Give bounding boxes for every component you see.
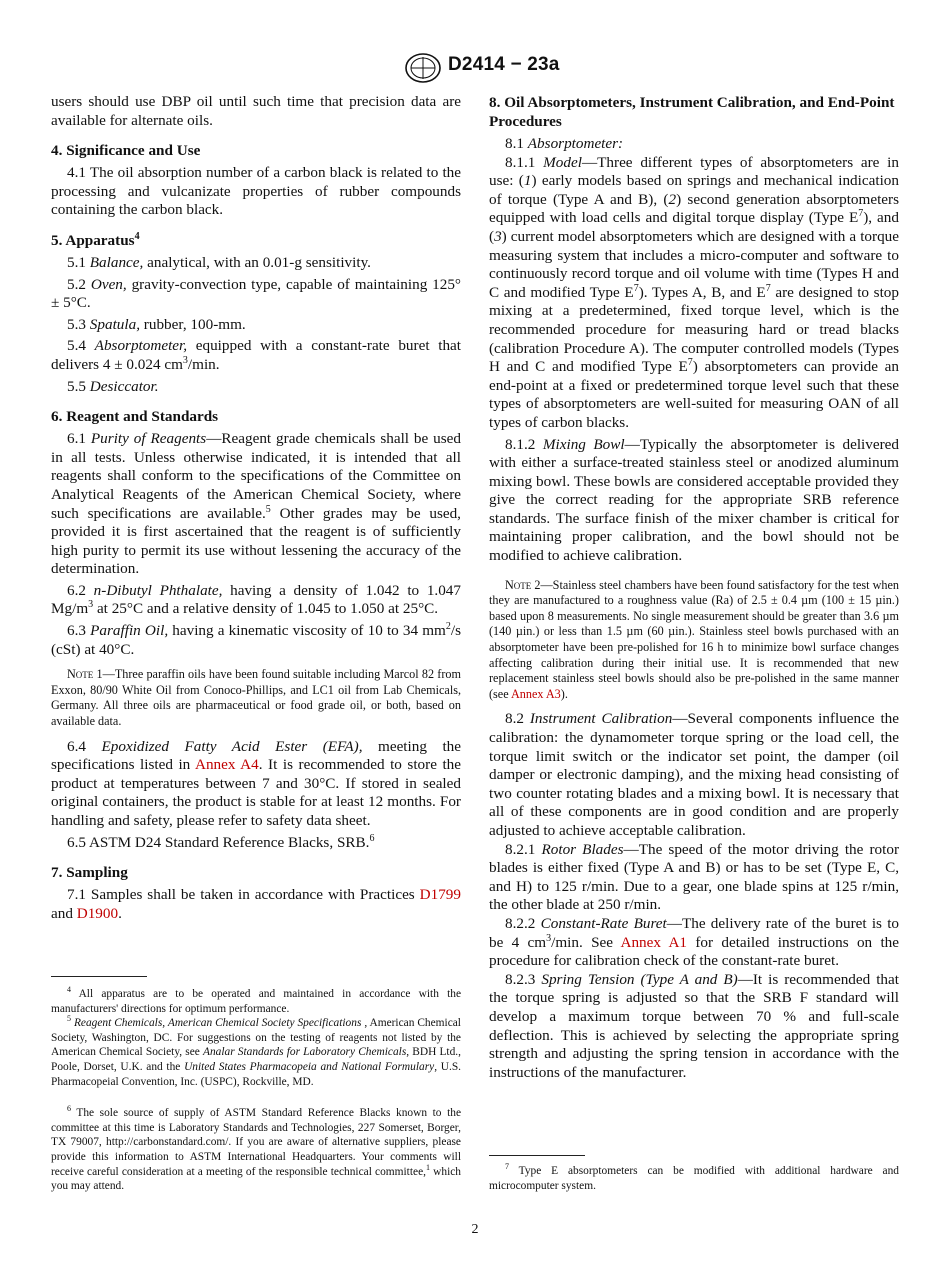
para-text: ), and ( — [489, 209, 899, 245]
para-text: Other grades may be used, provided it is first ascertained that the reagent is of sufficiently high purity to permit its use without lessening the accuracy of the determination. — [51, 504, 461, 578]
section-6-heading: 6. Reagent and Standards — [51, 408, 219, 426]
note-text: ). — [560, 686, 568, 701]
para-text: —Three different types of absorptometers are in use: ( — [489, 153, 899, 190]
para-text: analytical, with an 0.01-g sensitivity. — [147, 253, 371, 271]
para-num: 5.5 — [67, 377, 86, 395]
term: Absorptometer, — [94, 337, 188, 355]
list-num: 3 — [494, 227, 502, 245]
term: Rotor Blades — [541, 840, 624, 858]
superscript: 3 — [88, 599, 94, 611]
note-2 — [489, 578, 899, 703]
footnote-ref-4: 4 — [134, 230, 140, 242]
superscript: 3 — [546, 932, 552, 944]
para-num: 5.3 — [67, 315, 86, 333]
para-text: rubber, 100-mm. — [143, 315, 246, 333]
para-num: 5.1 — [67, 253, 86, 271]
footnote-text: which you may attend. — [51, 1165, 461, 1193]
para-num: 5.4 — [67, 337, 86, 355]
term: Constant-Rate Buret — [540, 914, 667, 932]
para-text: ). Types A, B, and E — [638, 283, 766, 301]
para-num: 5.2 — [67, 275, 86, 293]
term: Desiccator. — [89, 377, 159, 395]
term: Mixing Bowl — [542, 435, 625, 453]
left-footnotes — [51, 976, 461, 1194]
para-7-1 — [51, 886, 461, 923]
note-text: —Three paraffin oils have been found suitable including Marcol 82 from Exxon, 80/90 White Oil from Conoco-Phillips, and LC1 oil from Lab Chemicals, Germany. All three oils are pharmaceutical or food grade oil, or both, based on available data. — [51, 667, 461, 729]
left-column — [51, 93, 461, 923]
para-5-4 — [51, 337, 461, 374]
annex-a3-link[interactable]: Annex A3 — [511, 686, 561, 701]
footnote-ref-7: 7 — [858, 208, 864, 220]
para-8-1-2 — [489, 436, 899, 566]
footnote-text: , American Chemical Society, Washington, DC. For suggestions on the testing of reagents not listed by the American Chemical Society, see — [51, 1017, 461, 1059]
para-text: —The speed of the motor driving the rotor blades is either fixed (Type A and B) or has to be set (Type E, C, and H) to 125 r/min. Due to a gear, one blade spins at 125 r/min, the other blade at 250 r/min. — [489, 840, 900, 914]
d1799-link[interactable]: D1799 — [419, 886, 461, 904]
para-text: ) second generation absorptometers equipped with load cells and digital torque display (Type E — [489, 190, 899, 227]
para-8-1-1 — [489, 154, 899, 433]
list-num: 1 — [523, 172, 532, 190]
para-num: 8.2.3 — [505, 970, 536, 988]
footnote-ref-1: 1 — [425, 1162, 430, 1172]
para-num: 8.2.1 — [505, 840, 536, 858]
para-6-5 — [51, 834, 461, 853]
para-num: 6.1 — [67, 430, 86, 448]
term: Model — [543, 153, 582, 171]
para-num: 8.1.1 — [505, 153, 536, 171]
footnote-4 — [51, 987, 461, 1016]
footnote-marker: 6 — [67, 1104, 71, 1114]
term: Balance, — [89, 253, 144, 271]
para-num: 8.2.2 — [505, 914, 536, 932]
term: Spring Tension (Type A and B) — [541, 970, 738, 988]
para-text: ) early models based on springs and mechanical indication of torque (Type A and B), ( — [489, 172, 899, 208]
para-num: 6.3 — [67, 622, 86, 640]
footnote-ref-7: 7 — [687, 357, 693, 369]
right-footnotes — [489, 1155, 899, 1193]
d1900-link[interactable]: D1900 — [76, 904, 119, 922]
para-6-2 — [51, 582, 461, 619]
para-text: . It is recommended to store the product at temperatures between 7 and 30°C. If stored in sealed original containers, the product is stable for at least 12 months. For handling and safety, please refer to safety data sheet. — [51, 756, 462, 829]
para-text: gravity-convection type, capable of maintaining 125° ± 5°C. — [51, 275, 462, 312]
term: Absorptometer: — [527, 135, 624, 152]
footnote-6 — [51, 1106, 461, 1194]
para-8-2-3 — [489, 971, 899, 1083]
footnote-text: , U.S. Pharmacopeial Convention, Inc. (USPC), Rockville, MD. — [51, 1060, 461, 1088]
note-1 — [51, 667, 461, 729]
footnote-5 — [51, 1016, 461, 1089]
para-num: 6.4 — [67, 737, 86, 755]
term: Instrument Calibration — [529, 710, 673, 728]
para-num: 8.2 — [505, 710, 524, 728]
footnote-ref-7: 7 — [765, 282, 771, 294]
para-text: for detailed instructions on the procedure for calibration check of the constant-rate buret. — [489, 933, 899, 970]
para-text: 7.1 Samples shall be taken in accordance with Practices — [67, 886, 415, 904]
term: Paraffin Oil, — [90, 622, 169, 640]
para-text: equipped with a constant-rate buret that delivers 4 ± 0.024 cm — [51, 337, 461, 373]
term: Epoxidized Fatty Acid Ester (EFA), — [101, 737, 363, 755]
section-7-heading: 7. Sampling — [51, 864, 128, 882]
footnote-ref-7: 7 — [633, 282, 639, 294]
para-4-1: 4.1 The oil absorption number of a carbon black is related to the processing and vulcanizate properties of rubber compounds containing the carbon black. — [51, 164, 461, 219]
note-label: Note 2 — [505, 577, 541, 592]
para-5-3 — [51, 316, 461, 335]
section-8-heading: 8. Oil Absorptometers, Instrument Calibration, and End-Point Procedures — [489, 94, 895, 130]
page-header — [0, 50, 950, 84]
footnote-ref-5: 5 — [265, 503, 271, 515]
para-text: . — [118, 904, 122, 922]
para-text: ) current model absorptometers which are designed with a torque measuring system that includes a micro-computer and software to continuously record torque and oil volume with time (Types H and C and modified Type E — [489, 227, 899, 301]
document-id: D2414 − 23a — [448, 54, 560, 75]
right-column — [489, 93, 899, 1082]
footnote-text: The sole source of supply of ASTM Standard Reference Blacks known to the committee at this time is Laboratory Standards and Technologies, 227 Somerset, Borger, TX 79007, http://carbonstandard.com/. If you are aware of alternative suppliers, please provide this information to ASTM International Headquarters. Your comments will receive careful consideration at a meeting of the responsible technical committee, — [51, 1107, 461, 1178]
section-5-heading — [51, 231, 461, 250]
annex-a4-link[interactable]: Annex A4 — [194, 756, 259, 774]
footnote-text: , BDH Ltd., Poole, Dorset, U.K. and the — [51, 1046, 461, 1073]
list-num: 2 — [668, 190, 677, 208]
footnote-marker: 7 — [505, 1162, 509, 1172]
term: Purity of Reagents — [90, 430, 207, 448]
footnote-text: Type E absorptometers can be modified with additional hardware and microcomputer system. — [489, 1165, 899, 1192]
superscript: 3 — [182, 354, 188, 366]
footnote-title: Analar Standards for Laboratory Chemicals — [202, 1046, 407, 1059]
para-text: /min. See — [551, 933, 614, 951]
para-6-3 — [51, 622, 461, 659]
footnote-marker: 4 — [67, 985, 71, 995]
para-text: —It is recommended that the torque spring is adjusted so that the SRB F standard will develop a maximum torque between 70 % and full-scale deflection. This is achieved by selecting the appropriate spring strength and adjusting the spring tension in accordance with the instructions of the manufacturer. — [489, 970, 899, 1081]
footnote-text: All apparatus are to be operated and maintained in accordance with the manufacturers' directions for optimum performance. — [51, 988, 462, 1015]
para-num: 6.2 — [67, 581, 86, 599]
para-text: meeting the specifications listed in — [51, 737, 462, 774]
footnote-ref-6: 6 — [369, 832, 375, 844]
para-text: —Several components influence the calibration: the dynamometer torque spring or the load cell, the torque limit switch or the indicator set point, the damper (oil damper or electronic damping), and the mixing head consisting of two counter rotating blades and a mixing bowl. It is necessary that all of these components are in good condition and are properly adjusted to achieve acceptable calibration. — [489, 710, 899, 839]
para-text: and — [51, 904, 77, 922]
para-5-1 — [51, 254, 461, 273]
para-6-4 — [51, 738, 461, 831]
para-text: /min. — [187, 355, 220, 373]
continued-paragraph: users should use DBP oil until such time that precision data are available for alternate oils. — [51, 93, 461, 129]
para-8-1 — [489, 135, 899, 154]
para-5-5 — [51, 378, 461, 397]
footnote-marker: 5 — [67, 1014, 71, 1024]
para-text: having a kinematic viscosity of 10 to 34 mm — [172, 622, 446, 640]
para-8-2-2 — [489, 915, 899, 971]
para-text: ) absorptometers can provide an end-point at a fixed or predetermined torque level such that these types of absorptometers are well-suited for measuring OAN of all types of carbon blacks. — [489, 358, 899, 431]
para-6-1 — [51, 430, 461, 579]
page-number: 2 — [471, 1222, 479, 1237]
para-text: 6.5 ASTM D24 Standard Reference Blacks, SRB. — [67, 833, 370, 851]
astm-logo-icon — [405, 53, 441, 83]
footnote-7 — [489, 1164, 899, 1193]
note-text: —Stainless steel chambers have been found satisfactory for the test when they are manufactured to a roughness value (Ra) of 2.5 ± 0.4 µm (100 ± 15 µin.) based upon 8 measurements. No single measurement should be greater than 3.6 µm (140 µin.) or less than 1.5 µm (60 µin.). Stainless steel bowls purchased with an absorptometer have been pre-polished for 16 h to minimize bowl surface changes affecting calibration during their initial use. It is recommended that new replacement stainless steel bowls should also be pre-polished in the same manner (see — [489, 577, 899, 701]
para-num: 8.1 — [505, 135, 524, 152]
para-num: 8.1.2 — [505, 435, 536, 453]
footnote-title: Reagent Chemicals, American Chemical Society Specifications — [73, 1017, 362, 1030]
note-label: Note 1 — [67, 667, 103, 682]
term: Oven, — [90, 275, 127, 293]
footnote-title: United States Pharmacopeia and National Formulary — [184, 1060, 435, 1073]
para-text: /s (cSt) at 40°C. — [51, 622, 462, 658]
section-4-heading: 4. Significance and Use — [51, 142, 201, 160]
term: n-Dibutyl Phthalate, — [93, 581, 223, 599]
para-8-2-1 — [489, 841, 899, 915]
annex-a1-link[interactable]: Annex A1 — [620, 933, 688, 951]
para-text: —The delivery rate of the buret is to be 4 cm — [489, 914, 900, 951]
para-text: having a density of 1.042 to 1.047 Mg/m — [51, 581, 461, 618]
para-8-2 — [489, 710, 899, 840]
superscript: 2 — [445, 621, 451, 632]
para-text: —Reagent grade chemicals shall be used in all tests. Unless otherwise indicated, it is intended that all reagents shall conform to the specifications of the Committee on Analytical Reagents of the American Chemical Society, where such specifications are available. — [51, 430, 462, 522]
para-text: are designed to stop mixing at a predetermined, fixed torque level, which is the recommended procedure for measuring hard or tread blacks (calibration Procedure A). The computer controlled models (Types H and C and modified Type E — [489, 283, 899, 376]
para-text: at 25°C and a relative density of 1.045 to 1.050 at 25°C. — [93, 600, 439, 618]
para-5-2 — [51, 276, 461, 313]
section-5-title: 5. Apparatus — [51, 231, 135, 249]
term: Spatula, — [89, 315, 140, 333]
para-text: —Typically the absorptometer is delivered with either a surface-treated stainless steel or anodized aluminum mixing bowl. These bowls are considered acceptable provided they give the correct reading for the appropriate SRB reference standards. The surface finish of the mixer chamber is critical for maintaining proper calibration, and the bowl should not be modified to achieve calibration. — [489, 435, 900, 565]
